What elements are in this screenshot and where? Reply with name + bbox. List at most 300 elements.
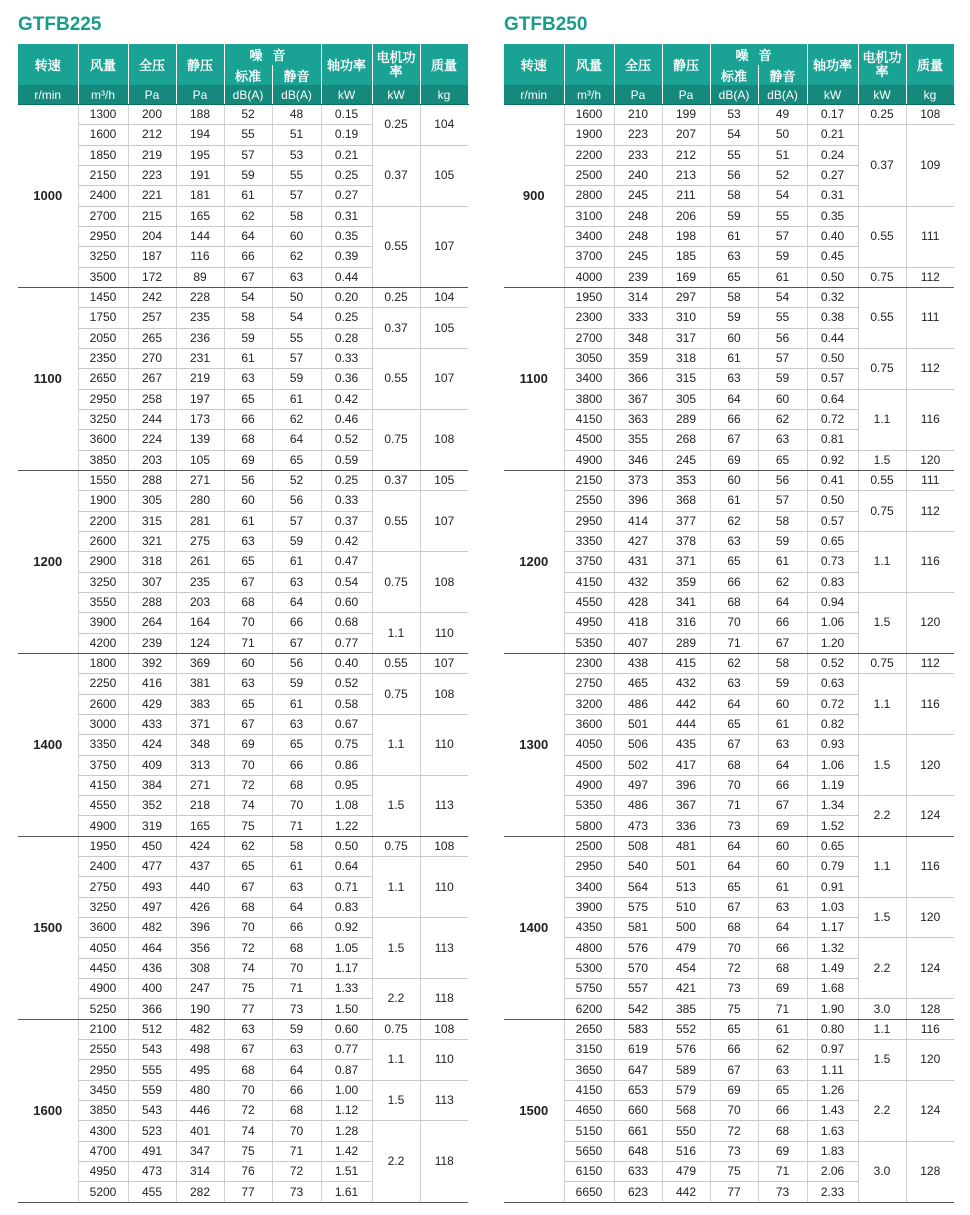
data-cell: 480 [176, 1080, 224, 1100]
data-cell: 579 [662, 1080, 710, 1100]
data-cell: 223 [614, 125, 662, 145]
data-cell: 235 [176, 308, 224, 328]
data-cell: 619 [614, 1040, 662, 1060]
data-cell: 1.90 [807, 999, 858, 1019]
data-cell: 1.06 [807, 613, 858, 633]
data-cell: 52 [224, 105, 272, 125]
data-cell: 270 [128, 348, 176, 368]
data-cell: 4550 [78, 796, 128, 816]
data-cell: 0.57 [807, 511, 858, 531]
data-cell: 59 [710, 308, 758, 328]
mass-cell: 120 [906, 450, 954, 470]
motor-power-cell: 0.75 [858, 348, 906, 389]
data-cell: 0.77 [321, 633, 372, 653]
data-cell: 261 [176, 552, 224, 572]
data-cell: 497 [614, 775, 662, 795]
data-cell: 559 [128, 1080, 176, 1100]
data-cell: 4950 [564, 613, 614, 633]
data-cell: 89 [176, 267, 224, 287]
data-cell: 59 [758, 247, 807, 267]
data-cell: 486 [614, 796, 662, 816]
mass-cell: 107 [420, 491, 468, 552]
header-total-pressure: 全压 [614, 44, 662, 85]
mass-cell: 109 [906, 125, 954, 206]
data-cell: 0.33 [321, 491, 372, 511]
data-cell: 71 [710, 633, 758, 653]
data-cell: 3600 [78, 430, 128, 450]
data-cell: 0.31 [807, 186, 858, 206]
data-cell: 4150 [78, 775, 128, 795]
data-cell: 63 [224, 369, 272, 389]
mass-cell: 111 [906, 287, 954, 348]
data-cell: 5650 [564, 1141, 614, 1161]
data-cell: 0.86 [321, 755, 372, 775]
data-cell: 0.45 [807, 247, 858, 267]
unit-cell: kW [858, 85, 906, 105]
mass-cell: 104 [420, 287, 468, 307]
data-cell: 355 [614, 430, 662, 450]
mass-cell: 110 [420, 714, 468, 775]
data-cell: 1800 [78, 653, 128, 673]
data-cell: 69 [710, 450, 758, 470]
data-cell: 65 [224, 694, 272, 714]
data-cell: 64 [710, 389, 758, 409]
data-cell: 63 [224, 674, 272, 694]
data-cell: 55 [272, 328, 321, 348]
data-cell: 62 [224, 836, 272, 856]
data-cell: 219 [176, 369, 224, 389]
mass-cell: 108 [420, 552, 468, 613]
data-cell: 0.72 [807, 694, 858, 714]
table-row [504, 735, 954, 755]
data-cell: 248 [614, 226, 662, 246]
data-cell: 61 [758, 552, 807, 572]
mass-cell: 116 [906, 1019, 954, 1039]
data-cell: 575 [614, 897, 662, 917]
table-row [18, 105, 468, 125]
data-cell: 199 [662, 105, 710, 125]
data-cell: 275 [176, 531, 224, 551]
data-cell: 1.28 [321, 1121, 372, 1141]
data-cell: 73 [710, 816, 758, 836]
data-cell: 164 [176, 613, 224, 633]
data-cell: 543 [128, 1040, 176, 1060]
unit-cell: Pa [662, 85, 710, 105]
data-cell: 58 [224, 308, 272, 328]
data-cell: 64 [272, 430, 321, 450]
data-cell: 60 [758, 857, 807, 877]
data-cell: 231 [176, 348, 224, 368]
data-cell: 0.71 [321, 877, 372, 897]
data-cell: 0.64 [807, 389, 858, 409]
data-cell: 62 [272, 247, 321, 267]
data-cell: 416 [128, 674, 176, 694]
data-cell: 56 [758, 328, 807, 348]
data-cell: 59 [272, 1019, 321, 1039]
data-cell: 71 [224, 633, 272, 653]
data-cell: 71 [272, 979, 321, 999]
data-cell: 165 [176, 206, 224, 226]
data-cell: 1450 [78, 287, 128, 307]
data-cell: 65 [272, 735, 321, 755]
table-row [504, 470, 954, 490]
data-cell: 67 [224, 1040, 272, 1060]
data-cell: 4950 [78, 1162, 128, 1182]
data-cell: 0.93 [807, 735, 858, 755]
data-cell: 2100 [78, 1019, 128, 1039]
data-cell: 67 [224, 877, 272, 897]
data-cell: 62 [758, 409, 807, 429]
table-row [18, 775, 468, 795]
data-cell: 73 [710, 979, 758, 999]
data-cell: 67 [224, 714, 272, 734]
data-cell: 442 [662, 694, 710, 714]
data-cell: 61 [272, 857, 321, 877]
header-total-pressure: 全压 [128, 44, 176, 85]
data-cell: 67 [710, 1060, 758, 1080]
data-cell: 0.25 [321, 470, 372, 490]
data-cell: 235 [176, 572, 224, 592]
data-cell: 74 [224, 958, 272, 978]
data-cell: 366 [128, 999, 176, 1019]
data-cell: 5800 [564, 816, 614, 836]
data-cell: 0.80 [807, 1019, 858, 1039]
data-cell: 2250 [78, 674, 128, 694]
data-cell: 71 [758, 1162, 807, 1182]
data-cell: 1.06 [807, 755, 858, 775]
data-cell: 71 [272, 816, 321, 836]
data-cell: 0.33 [321, 348, 372, 368]
data-cell: 5250 [78, 999, 128, 1019]
data-cell: 464 [128, 938, 176, 958]
data-cell: 288 [128, 470, 176, 490]
motor-power-cell: 1.1 [372, 714, 420, 775]
data-cell: 1.05 [321, 938, 372, 958]
data-cell: 65 [710, 877, 758, 897]
data-cell: 3400 [564, 877, 614, 897]
motor-power-cell: 0.37 [858, 125, 906, 206]
motor-power-cell: 0.75 [372, 674, 420, 715]
data-cell: 378 [662, 531, 710, 551]
data-cell: 0.38 [807, 308, 858, 328]
header-noise-standard: 标准 [224, 65, 272, 85]
data-cell: 0.40 [807, 226, 858, 246]
data-cell: 212 [128, 125, 176, 145]
data-cell: 502 [614, 755, 662, 775]
data-cell: 3350 [78, 735, 128, 755]
data-cell: 65 [710, 267, 758, 287]
data-cell: 57 [758, 348, 807, 368]
data-cell: 1600 [78, 125, 128, 145]
data-cell: 305 [128, 491, 176, 511]
data-cell: 0.27 [807, 165, 858, 185]
data-cell: 65 [758, 1080, 807, 1100]
data-cell: 2700 [78, 206, 128, 226]
data-cell: 70 [272, 1121, 321, 1141]
data-cell: 1.26 [807, 1080, 858, 1100]
data-cell: 315 [128, 511, 176, 531]
data-cell: 3250 [78, 572, 128, 592]
data-cell: 1.51 [321, 1162, 372, 1182]
data-cell: 54 [710, 125, 758, 145]
data-cell: 5350 [564, 633, 614, 653]
data-cell: 491 [128, 1141, 176, 1161]
data-cell: 67 [758, 633, 807, 653]
data-cell: 64 [224, 226, 272, 246]
data-cell: 0.50 [321, 836, 372, 856]
data-cell: 52 [758, 165, 807, 185]
mass-cell: 120 [906, 897, 954, 938]
data-cell: 3650 [564, 1060, 614, 1080]
data-cell: 359 [614, 348, 662, 368]
data-cell: 1.52 [807, 816, 858, 836]
data-cell: 0.77 [321, 1040, 372, 1060]
data-cell: 1300 [78, 105, 128, 125]
data-cell: 0.35 [807, 206, 858, 226]
data-cell: 213 [662, 165, 710, 185]
data-cell: 373 [614, 470, 662, 490]
data-cell: 540 [614, 857, 662, 877]
data-cell: 396 [176, 918, 224, 938]
data-cell: 2050 [78, 328, 128, 348]
motor-power-cell: 2.2 [858, 938, 906, 999]
data-cell: 564 [614, 877, 662, 897]
unit-cell: kW [807, 85, 858, 105]
motor-power-cell: 0.55 [372, 653, 420, 673]
data-cell: 431 [614, 552, 662, 572]
data-cell: 368 [662, 491, 710, 511]
data-cell: 239 [614, 267, 662, 287]
data-cell: 257 [128, 308, 176, 328]
mass-cell: 120 [906, 592, 954, 653]
data-cell: 557 [614, 979, 662, 999]
data-cell: 3050 [564, 348, 614, 368]
data-cell: 465 [614, 674, 662, 694]
data-cell: 69 [710, 1080, 758, 1100]
data-cell: 60 [224, 653, 272, 673]
data-cell: 1.19 [807, 775, 858, 795]
data-cell: 0.40 [321, 653, 372, 673]
data-cell: 0.21 [807, 125, 858, 145]
data-cell: 67 [710, 735, 758, 755]
table-row [18, 979, 468, 999]
data-cell: 185 [662, 247, 710, 267]
data-cell: 424 [176, 836, 224, 856]
data-cell: 72 [272, 1162, 321, 1182]
data-cell: 371 [176, 714, 224, 734]
data-cell: 61 [710, 491, 758, 511]
data-cell: 67 [710, 430, 758, 450]
data-cell: 68 [272, 775, 321, 795]
data-cell: 66 [224, 247, 272, 267]
table-row [18, 1121, 468, 1141]
data-cell: 555 [128, 1060, 176, 1080]
data-cell: 0.91 [807, 877, 858, 897]
data-cell: 2200 [78, 511, 128, 531]
speed-cell: 1500 [504, 1019, 564, 1202]
motor-power-cell: 0.75 [372, 836, 420, 856]
data-cell: 4800 [564, 938, 614, 958]
mass-cell: 110 [420, 613, 468, 654]
header-speed: 转速 [504, 44, 564, 85]
data-cell: 661 [614, 1121, 662, 1141]
data-cell: 0.65 [807, 836, 858, 856]
data-cell: 1.42 [321, 1141, 372, 1161]
mass-cell: 120 [906, 735, 954, 796]
motor-power-cell: 0.55 [372, 491, 420, 552]
data-cell: 3800 [564, 389, 614, 409]
motor-power-cell: 0.25 [858, 105, 906, 125]
mass-cell: 116 [906, 389, 954, 450]
data-cell: 5750 [564, 979, 614, 999]
unit-cell: r/min [18, 85, 78, 105]
data-cell: 1.34 [807, 796, 858, 816]
data-cell: 0.15 [321, 105, 372, 125]
data-cell: 223 [128, 165, 176, 185]
data-cell: 385 [662, 999, 710, 1019]
motor-power-cell: 2.2 [372, 979, 420, 1020]
data-cell: 3850 [78, 1101, 128, 1121]
table-row [504, 1080, 954, 1100]
data-cell: 2150 [78, 165, 128, 185]
table-row [18, 470, 468, 490]
header-noise-quiet: 静音 [272, 65, 321, 85]
data-cell: 66 [272, 613, 321, 633]
data-cell: 65 [710, 552, 758, 572]
table-row [504, 592, 954, 612]
data-cell: 73 [272, 1182, 321, 1202]
data-cell: 56 [272, 491, 321, 511]
data-cell: 0.94 [807, 592, 858, 612]
header-flow: 风量 [564, 44, 614, 85]
data-cell: 318 [128, 552, 176, 572]
data-cell: 50 [758, 125, 807, 145]
data-cell: 347 [176, 1141, 224, 1161]
motor-power-cell: 1.5 [858, 1040, 906, 1081]
data-cell: 435 [662, 735, 710, 755]
data-cell: 4150 [564, 409, 614, 429]
data-cell: 4500 [564, 430, 614, 450]
data-cell: 264 [128, 613, 176, 633]
unit-cell: dB(A) [758, 85, 807, 105]
mass-cell: 120 [906, 1040, 954, 1081]
data-cell: 0.75 [321, 735, 372, 755]
table-row [18, 714, 468, 734]
data-cell: 190 [176, 999, 224, 1019]
data-cell: 3400 [564, 226, 614, 246]
data-cell: 4450 [78, 958, 128, 978]
data-cell: 500 [662, 918, 710, 938]
data-cell: 59 [710, 206, 758, 226]
data-cell: 203 [176, 592, 224, 612]
motor-power-cell: 1.1 [858, 836, 906, 897]
speed-cell: 1400 [18, 653, 78, 836]
data-cell: 0.37 [321, 511, 372, 531]
data-cell: 3150 [564, 1040, 614, 1060]
motor-power-cell: 1.1 [858, 389, 906, 450]
data-cell: 68 [710, 755, 758, 775]
data-cell: 352 [128, 796, 176, 816]
data-cell: 4350 [564, 918, 614, 938]
data-cell: 589 [662, 1060, 710, 1080]
data-cell: 233 [614, 145, 662, 165]
data-cell: 317 [662, 328, 710, 348]
motor-power-cell: 3.0 [858, 1141, 906, 1202]
data-cell: 71 [710, 796, 758, 816]
data-cell: 1.50 [321, 999, 372, 1019]
data-cell: 4300 [78, 1121, 128, 1141]
data-cell: 221 [128, 186, 176, 206]
speed-cell: 1300 [504, 653, 564, 836]
data-cell: 61 [710, 348, 758, 368]
data-cell: 0.82 [807, 714, 858, 734]
data-cell: 195 [176, 145, 224, 165]
data-cell: 67 [224, 572, 272, 592]
data-cell: 72 [710, 1121, 758, 1141]
mass-cell: 113 [420, 1080, 468, 1121]
table-body [504, 105, 954, 1203]
data-cell: 73 [272, 999, 321, 1019]
data-cell: 58 [710, 287, 758, 307]
data-cell: 0.50 [807, 267, 858, 287]
data-cell: 165 [176, 816, 224, 836]
data-cell: 3250 [78, 409, 128, 429]
data-cell: 512 [128, 1019, 176, 1039]
data-cell: 244 [128, 409, 176, 429]
data-cell: 4900 [564, 775, 614, 795]
data-cell: 428 [614, 592, 662, 612]
data-cell: 0.52 [807, 653, 858, 673]
data-cell: 57 [272, 511, 321, 531]
data-cell: 444 [662, 714, 710, 734]
table-row [504, 450, 954, 470]
table-row [504, 267, 954, 287]
data-cell: 436 [128, 958, 176, 978]
data-cell: 3000 [78, 714, 128, 734]
data-cell: 70 [272, 958, 321, 978]
mass-cell: 128 [906, 1141, 954, 1202]
data-cell: 194 [176, 125, 224, 145]
data-cell: 198 [662, 226, 710, 246]
data-cell: 432 [614, 572, 662, 592]
data-cell: 0.35 [321, 226, 372, 246]
data-cell: 3600 [78, 918, 128, 938]
data-cell: 289 [662, 409, 710, 429]
table-row [504, 105, 954, 125]
table-row [18, 491, 468, 511]
data-cell: 200 [128, 105, 176, 125]
data-cell: 60 [758, 694, 807, 714]
unit-cell: m³/h [78, 85, 128, 105]
data-cell: 75 [710, 1162, 758, 1182]
unit-cell: kg [420, 85, 468, 105]
data-cell: 3750 [564, 552, 614, 572]
motor-power-cell: 0.55 [372, 348, 420, 409]
data-cell: 1.17 [807, 918, 858, 938]
data-cell: 2300 [564, 653, 614, 673]
data-cell: 319 [128, 816, 176, 836]
data-cell: 72 [224, 775, 272, 795]
mass-cell: 108 [420, 674, 468, 715]
data-cell: 51 [272, 125, 321, 145]
data-cell: 64 [272, 592, 321, 612]
data-cell: 57 [758, 226, 807, 246]
data-cell: 367 [662, 796, 710, 816]
data-cell: 576 [662, 1040, 710, 1060]
data-cell: 70 [710, 1101, 758, 1121]
data-cell: 74 [224, 796, 272, 816]
data-cell: 265 [128, 328, 176, 348]
